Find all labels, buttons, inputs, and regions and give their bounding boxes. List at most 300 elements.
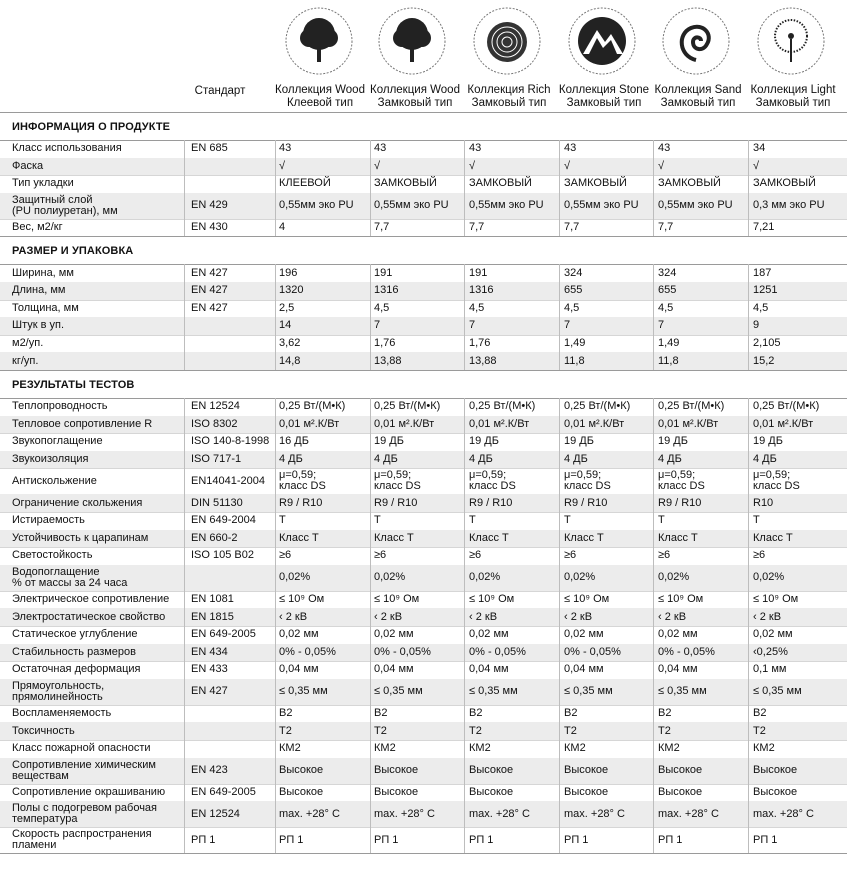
row-value: R9 / R10 <box>469 496 513 509</box>
row-value: РП 1 <box>564 833 589 846</box>
row-standard: EN 649-2005 <box>191 785 256 798</box>
row-value: ≤ 10⁹ Ом <box>658 593 704 606</box>
row-value: B2 <box>658 707 672 720</box>
row-value: 191 <box>469 266 488 279</box>
table-row <box>0 282 847 300</box>
row-value: ≥6 <box>753 549 766 562</box>
row-label: Класс пожарной опасности <box>12 742 151 755</box>
row-value: 0,55мм эко PU <box>469 199 544 212</box>
row-value: R10 <box>753 496 774 509</box>
row-value: 0,25 Вт/(М•К) <box>469 400 536 413</box>
row-standard: EN 427 <box>191 301 228 314</box>
row-value: ‹ 2 кВ <box>753 610 782 623</box>
table-row <box>0 626 847 644</box>
column-divider <box>559 264 560 370</box>
row-value: Высокое <box>564 764 609 777</box>
row-value: РП 1 <box>279 833 304 846</box>
row-value: 1251 <box>753 284 778 297</box>
row-value: 0,3 мм эко PU <box>753 199 825 212</box>
row-value: 1,76 <box>374 337 396 350</box>
row-value: 4 ДБ <box>279 453 303 466</box>
table-row <box>0 451 847 469</box>
row-value: B2 <box>564 707 578 720</box>
row-value: 0,55мм эко PU <box>564 199 639 212</box>
column-divider <box>184 398 185 853</box>
row-value: Класс T <box>469 531 509 544</box>
row-value: R9 / R10 <box>279 496 323 509</box>
row-value: 655 <box>658 284 677 297</box>
row-value: 0,01 м².К/Вт <box>469 417 530 430</box>
row-value: ≤ 0,35 мм <box>279 685 328 698</box>
row-value: 0,02 мм <box>469 628 509 641</box>
row-value: ‹0,25% <box>753 645 788 658</box>
row-value: 11,8 <box>658 354 679 367</box>
row-value: 1,49 <box>658 337 680 350</box>
row-value: ЗАМКОВЫЙ <box>658 177 721 190</box>
collection-logos <box>0 0 847 82</box>
row-value: РП 1 <box>658 833 683 846</box>
row-value: ≤ 0,35 мм <box>374 685 423 698</box>
row-value: T <box>564 514 571 527</box>
row-value: ‹ 2 кВ <box>469 610 498 623</box>
column-divider <box>275 398 276 853</box>
table-row <box>0 661 847 679</box>
table-row <box>0 591 847 609</box>
row-value: 0,02% <box>469 571 501 584</box>
row-value: 0,02% <box>374 571 406 584</box>
row-value: 43 <box>469 142 482 155</box>
row-value: B2 <box>753 707 767 720</box>
row-standard: EN 660-2 <box>191 531 238 544</box>
row-value: 7,7 <box>564 221 580 234</box>
row-value: КМ2 <box>374 742 396 755</box>
row-value: ‹ 2 кВ <box>564 610 593 623</box>
column-divider <box>370 264 371 370</box>
row-value: ≤ 10⁹ Ом <box>564 593 610 606</box>
row-value: 4 ДБ <box>469 453 493 466</box>
row-label: Сопротивление окрашиванию <box>12 785 166 798</box>
table-row <box>0 530 847 548</box>
row-value: max. +28° C <box>658 807 719 820</box>
row-standard: EN 649-2004 <box>191 514 256 527</box>
table-row <box>0 219 847 237</box>
row-value: 0,25 Вт/(М•К) <box>753 400 820 413</box>
row-value: ≤ 10⁹ Ом <box>469 593 515 606</box>
section-title: РАЗМЕР И УПАКОВКА <box>12 245 134 258</box>
row-value: ≤ 0,35 мм <box>469 685 518 698</box>
column-divider <box>184 264 185 370</box>
row-value: 7,7 <box>374 221 390 234</box>
row-standard: EN 685 <box>191 142 228 155</box>
divider <box>0 236 847 237</box>
row-value: ЗАМКОВЫЙ <box>564 177 627 190</box>
table-row <box>0 352 847 370</box>
row-value: √ <box>279 159 286 172</box>
row-value: 7,21 <box>753 221 775 234</box>
column-divider <box>748 264 749 370</box>
row-value: ≥6 <box>279 549 292 562</box>
row-value: Высокое <box>279 785 324 798</box>
row-value: 2,5 <box>279 301 295 314</box>
row-value: 1,76 <box>469 337 491 350</box>
row-value: 19 ДБ <box>564 435 594 448</box>
table-row <box>0 494 847 512</box>
row-value: 43 <box>374 142 387 155</box>
column-divider <box>559 140 560 236</box>
row-value: 0,1 мм <box>753 663 787 676</box>
row-standard: EN 12524 <box>191 807 240 820</box>
row-value: 1316 <box>469 284 494 297</box>
row-value: 0% - 0,05% <box>469 645 526 658</box>
row-value: 0,55мм эко PU <box>374 199 449 212</box>
row-value: ЗАМКОВЫЙ <box>753 177 816 190</box>
row-value: Высокое <box>374 764 419 777</box>
row-standard: EN 1081 <box>191 593 234 606</box>
mountain-icon <box>567 6 637 76</box>
row-label: Антискольжение <box>12 474 97 487</box>
row-standard: EN 427 <box>191 266 228 279</box>
row-label: Звукоизоляция <box>12 453 89 466</box>
row-value: μ=0,59; класс DS <box>753 469 800 493</box>
row-value: √ <box>469 159 476 172</box>
row-standard: EN 12524 <box>191 400 240 413</box>
row-value: ЗАМКОВЫЙ <box>374 177 437 190</box>
row-value: 34 <box>753 142 766 155</box>
table-row <box>0 300 847 318</box>
column-divider <box>559 398 560 853</box>
header-column-1: Коллекция Wood Клеевой тип <box>275 84 365 109</box>
table-row <box>0 644 847 662</box>
row-label: Светостойкость <box>12 549 93 562</box>
column-divider <box>184 140 185 236</box>
table-row <box>0 758 847 784</box>
divider <box>0 370 847 371</box>
header-standard: Стандарт <box>194 85 246 97</box>
row-value: 0,01 м².К/Вт <box>279 417 340 430</box>
row-label: Класс использования <box>12 142 122 155</box>
row-label: Статическое углубление <box>12 628 138 641</box>
row-label: Штук в уп. <box>12 319 65 332</box>
table-row <box>0 140 847 158</box>
row-value: 4 ДБ <box>564 453 588 466</box>
section-title: ИНФОРМАЦИЯ О ПРОДУКТЕ <box>12 121 171 133</box>
row-value: 7,7 <box>658 221 674 234</box>
row-value: ≤ 10⁹ Ом <box>374 593 420 606</box>
row-value: μ=0,59; класс DS <box>469 469 516 493</box>
table-row <box>0 740 847 758</box>
row-value: ≥6 <box>469 549 482 562</box>
row-label: Электрическое сопротивление <box>12 593 170 606</box>
row-value: КМ2 <box>753 742 775 755</box>
row-standard: EN 430 <box>191 221 228 234</box>
row-value: 19 ДБ <box>753 435 783 448</box>
column-divider <box>275 140 276 236</box>
row-value: КМ2 <box>564 742 586 755</box>
row-value: Класс T <box>564 531 604 544</box>
table-row <box>0 801 847 827</box>
shell-icon <box>661 6 731 76</box>
row-label: Толщина, мм <box>12 301 79 314</box>
row-label: Ограничение скольжения <box>12 496 143 509</box>
row-standard: EN 427 <box>191 685 228 698</box>
row-value: T2 <box>753 724 766 737</box>
row-label: Электростатическое свойство <box>12 610 166 623</box>
table-row <box>0 433 847 451</box>
row-value: √ <box>753 159 760 172</box>
row-value: T2 <box>469 724 482 737</box>
row-value: 0,01 м².К/Вт <box>374 417 435 430</box>
row-value: 43 <box>564 142 577 155</box>
row-value: Класс T <box>658 531 698 544</box>
row-value: 0,02% <box>658 571 690 584</box>
row-label: Водопоглащение % от массы за 24 часа <box>12 565 128 589</box>
row-value: 0,02 мм <box>658 628 698 641</box>
row-value: μ=0,59; класс DS <box>658 469 705 493</box>
table-row <box>0 264 847 282</box>
tree-icon <box>284 6 354 76</box>
row-value: T <box>658 514 665 527</box>
header-column-6: Коллекция Light Замковый тип <box>750 84 836 109</box>
row-value: 15,2 <box>753 354 775 367</box>
row-value: КЛЕЕВОЙ <box>279 177 331 190</box>
row-standard: EN 649-2005 <box>191 628 256 641</box>
header-column-3: Коллекция Rich Замковый тип <box>467 84 551 109</box>
section-title: РЕЗУЛЬТАТЫ ТЕСТОВ <box>12 379 135 391</box>
row-value: 13,88 <box>469 354 497 367</box>
row-value: 43 <box>279 142 292 155</box>
row-value: 0,04 мм <box>564 663 604 676</box>
row-value: 7 <box>374 319 381 332</box>
row-value: 9 <box>753 319 760 332</box>
row-value: 0,02 мм <box>374 628 414 641</box>
row-value: 0,55мм эко PU <box>279 199 354 212</box>
row-label: Полы с подогревом рабочая температура <box>12 802 158 826</box>
row-value: T <box>279 514 286 527</box>
row-value: 4 ДБ <box>374 453 398 466</box>
row-value: T2 <box>279 724 292 737</box>
row-value: 0,55мм эко PU <box>658 199 733 212</box>
row-value: √ <box>658 159 665 172</box>
row-value: 1,49 <box>564 337 586 350</box>
column-divider <box>653 398 654 853</box>
row-label: Тепловое сопротивление R <box>12 417 153 430</box>
row-label: Сопротивление химическим веществам <box>12 758 156 782</box>
row-label: кг/уп. <box>12 354 39 367</box>
row-value: 0,01 м².К/Вт <box>658 417 719 430</box>
row-value: 7 <box>564 319 571 332</box>
row-value: РП 1 <box>469 833 494 846</box>
row-value: 191 <box>374 266 393 279</box>
column-headers <box>0 84 847 112</box>
row-value: 0,02% <box>753 571 785 584</box>
row-value: ≥6 <box>564 549 577 562</box>
row-value: 19 ДБ <box>658 435 688 448</box>
row-value: 19 ДБ <box>374 435 404 448</box>
row-value: 4 <box>279 221 286 234</box>
row-value: ‹ 2 кВ <box>658 610 687 623</box>
row-value: ≤ 10⁹ Ом <box>753 593 799 606</box>
row-value: Класс T <box>279 531 319 544</box>
table-row <box>0 317 847 335</box>
row-value: R9 / R10 <box>658 496 702 509</box>
row-value: Высокое <box>564 785 609 798</box>
row-label: Устойчивость к царапинам <box>12 531 149 544</box>
row-value: 13,88 <box>374 354 402 367</box>
row-value: 0,02 мм <box>279 628 319 641</box>
row-value: 14,8 <box>279 354 301 367</box>
row-standard: ISO 105 B02 <box>191 549 254 562</box>
row-value: 1320 <box>279 284 304 297</box>
table-row <box>0 416 847 434</box>
row-standard: ISO 140-8-1998 <box>191 435 270 448</box>
row-value: Высокое <box>469 764 514 777</box>
row-value: ≤ 0,35 мм <box>658 685 707 698</box>
row-value: 0,25 Вт/(М•К) <box>658 400 725 413</box>
row-value: 655 <box>564 284 583 297</box>
row-value: 0,02% <box>279 571 311 584</box>
row-value: 187 <box>753 266 772 279</box>
row-value: max. +28° C <box>469 807 530 820</box>
row-value: T2 <box>564 724 577 737</box>
row-value: КМ2 <box>658 742 680 755</box>
row-value: ЗАМКОВЫЙ <box>469 177 532 190</box>
row-standard: EN 433 <box>191 663 228 676</box>
row-value: 4,5 <box>753 301 769 314</box>
row-value: max. +28° C <box>279 807 340 820</box>
table-row <box>0 608 847 626</box>
table-row <box>0 468 847 494</box>
row-value: 4,5 <box>469 301 485 314</box>
row-value: 0,04 мм <box>469 663 509 676</box>
row-standard: EN 1815 <box>191 610 234 623</box>
row-value: μ=0,59; класс DS <box>564 469 611 493</box>
row-value: max. +28° C <box>564 807 625 820</box>
row-value: √ <box>374 159 381 172</box>
row-standard: EN 429 <box>191 199 228 212</box>
column-divider <box>370 398 371 853</box>
row-value: КМ2 <box>279 742 301 755</box>
table-row <box>0 175 847 193</box>
row-value: 19 ДБ <box>469 435 499 448</box>
row-label: Скорость распространения пламени <box>12 828 152 852</box>
row-value: μ=0,59; класс DS <box>279 469 326 493</box>
row-value: 7 <box>658 319 665 332</box>
row-standard: ISO 8302 <box>191 417 238 430</box>
column-divider <box>748 140 749 236</box>
header-column-4: Коллекция Stone Замковый тип <box>558 84 650 109</box>
row-value: 3,62 <box>279 337 301 350</box>
row-value: 324 <box>564 266 583 279</box>
row-label: Токсичность <box>12 724 75 737</box>
row-value: 0,04 мм <box>374 663 414 676</box>
row-label: Тип укладки <box>12 177 74 190</box>
row-standard: ISO 717-1 <box>191 453 242 466</box>
header-column-2: Коллекция Wood Замковый тип <box>370 84 460 109</box>
row-value: 0,04 мм <box>279 663 319 676</box>
row-label: Ширина, мм <box>12 266 74 279</box>
row-standard: DIN 51130 <box>191 496 243 509</box>
row-label: Стабильность размеров <box>12 645 137 658</box>
row-value: 0% - 0,05% <box>658 645 715 658</box>
row-value: Высокое <box>279 764 324 777</box>
row-value: T <box>374 514 381 527</box>
row-label: Воспламеняемость <box>12 707 112 720</box>
table-row <box>0 784 847 802</box>
row-value: Высокое <box>658 785 703 798</box>
row-value: ‹ 2 кВ <box>374 610 403 623</box>
row-value: max. +28° C <box>753 807 814 820</box>
row-value: 4,5 <box>564 301 580 314</box>
row-label: м2/уп. <box>12 337 44 350</box>
table-row <box>0 512 847 530</box>
table-row <box>0 547 847 565</box>
column-divider <box>464 140 465 236</box>
row-value: 43 <box>658 142 671 155</box>
row-label: Защитный слой (PU полиуретан), мм <box>12 193 118 217</box>
row-value: 7 <box>469 319 476 332</box>
row-value: 0,02 мм <box>753 628 793 641</box>
row-value: ≥6 <box>374 549 387 562</box>
row-value: μ=0,59; класс DS <box>374 469 421 493</box>
row-value: max. +28° C <box>374 807 435 820</box>
table-row <box>0 193 847 219</box>
row-standard: РП 1 <box>191 833 216 846</box>
table-row <box>0 398 847 416</box>
column-divider <box>748 398 749 853</box>
tree-icon <box>377 6 447 76</box>
divider <box>0 112 847 113</box>
row-value: 0,01 м².К/Вт <box>564 417 625 430</box>
row-value: 0,02 мм <box>564 628 604 641</box>
row-value: R9 / R10 <box>564 496 608 509</box>
row-label: Вес, м2/кг <box>12 221 63 234</box>
row-value: 4 ДБ <box>658 453 682 466</box>
row-value: B2 <box>279 707 293 720</box>
row-value: T <box>469 514 476 527</box>
table-row <box>0 158 847 176</box>
row-value: КМ2 <box>469 742 491 755</box>
column-divider <box>370 140 371 236</box>
row-label: Длина, мм <box>12 284 66 297</box>
row-value: 1316 <box>374 284 399 297</box>
dandelion-icon <box>756 6 826 76</box>
row-value: ≤ 0,35 мм <box>564 685 613 698</box>
row-label: Теплопроводность <box>12 400 108 413</box>
row-value: 16 ДБ <box>279 435 309 448</box>
row-label: Звукопоглащение <box>12 435 103 448</box>
row-value: РП 1 <box>374 833 399 846</box>
row-value: 0,25 Вт/(М•К) <box>374 400 441 413</box>
row-value: 0,01 м².К/Вт <box>753 417 814 430</box>
row-value: 11,8 <box>564 354 585 367</box>
table-row <box>0 722 847 740</box>
divider <box>0 853 847 854</box>
row-value: РП 1 <box>753 833 778 846</box>
row-value: R9 / R10 <box>374 496 418 509</box>
row-value: Высокое <box>374 785 419 798</box>
row-value: 4 ДБ <box>753 453 777 466</box>
row-standard: EN 423 <box>191 764 228 777</box>
row-label: Прямоугольность, прямолинейность <box>12 679 105 703</box>
row-value: 7,7 <box>469 221 485 234</box>
row-value: Класс T <box>753 531 793 544</box>
row-value: ≤ 0,35 мм <box>753 685 802 698</box>
tree-rings-icon <box>472 6 542 76</box>
row-value: B2 <box>469 707 483 720</box>
row-value: T2 <box>374 724 387 737</box>
table-row <box>0 565 847 591</box>
row-value: 324 <box>658 266 677 279</box>
